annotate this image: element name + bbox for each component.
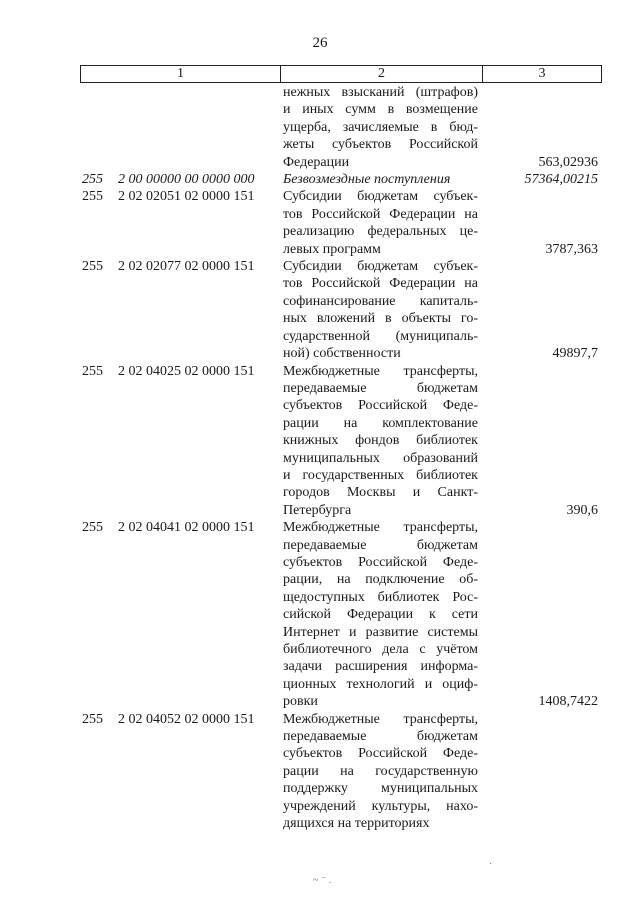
description-cell (283, 258, 478, 362)
description-line: левых программ (283, 241, 381, 257)
table-row (0, 188, 640, 258)
table-body (0, 84, 640, 832)
description-line: учреждений культуры, нахо- (283, 798, 478, 814)
description-line: передаваемые бюджетам (283, 537, 478, 553)
description-line: субъектов Российской Феде- (283, 746, 478, 762)
budget-classification-code-cell: 2 02 04052 02 0000 151 (118, 711, 255, 727)
admin-code-cell: 255 (82, 711, 103, 727)
description-line: ущерба, зачисляемые в бюд- (283, 119, 478, 135)
description-line: Петербурга (283, 502, 352, 518)
budget-classification-code-cell: 2 02 02051 02 0000 151 (118, 189, 255, 205)
description-line: тов Российской Федерации на (283, 276, 478, 292)
description-line: и иных сумм в возмещение (283, 102, 478, 118)
description-cell (283, 711, 478, 833)
scan-artifact: ~ ⁻ . (313, 875, 332, 886)
description-line: субъектов Российской Феде- (283, 554, 478, 570)
description-line: тов Российской Федерации на (283, 206, 478, 222)
description-line: передаваемые бюджетам (283, 729, 478, 745)
table-row (0, 711, 640, 833)
description-line: нежных взысканий (штрафов) (283, 85, 478, 100)
description-line: поддержку муниципальных (283, 781, 478, 797)
amount-cell: 57364,00215 (524, 172, 598, 188)
amount-cell: 563,02936 (538, 154, 598, 170)
admin-code-cell: 255 (82, 363, 103, 379)
description-line: Федерации (283, 154, 350, 170)
table-row (0, 363, 640, 520)
description-line: ционных технологий и оциф- (283, 676, 478, 692)
description-line: софинансирование капиталь- (283, 293, 478, 309)
description-cell (283, 363, 478, 520)
description-line: задачи расширения информа- (283, 659, 478, 675)
budget-classification-code-cell: 2 02 04025 02 0000 151 (118, 363, 255, 379)
table-column-header (80, 65, 602, 83)
column-header-3: 3 (538, 66, 546, 81)
column-header-2: 2 (281, 66, 483, 82)
description-line: Межбюджетные трансферты, (283, 711, 478, 727)
description-line: ной) собственности (283, 346, 401, 362)
description-line: и государственных библиотек (283, 467, 478, 483)
description-cell (283, 188, 478, 258)
description-line: Субсидии бюджетам субъек- (283, 189, 478, 205)
description-line: ных вложений в объекты го- (283, 311, 478, 327)
description-line: книжных фондов библиотек (283, 433, 478, 449)
budget-classification-code-cell: 2 02 04041 02 0000 151 (118, 520, 255, 536)
description-line: сийской Федерации к сети (283, 607, 478, 623)
amount-cell: 49897,7 (552, 346, 598, 362)
description-line: Безвозмездные поступления (283, 172, 451, 188)
admin-code-cell: 255 (82, 189, 103, 205)
description-cell (283, 519, 478, 710)
description-cell (283, 171, 478, 188)
description-line: Межбюджетные трансферты, (283, 363, 478, 379)
description-line: рации на комплектование (283, 415, 478, 431)
admin-code-cell: 255 (82, 259, 103, 275)
table-row (0, 258, 640, 362)
column-header-1: 1 (81, 66, 281, 82)
description-line: сударственной (муниципаль- (283, 328, 478, 344)
description-line: жеты субъектов Российской (283, 137, 478, 153)
admin-code-cell: 255 (82, 172, 103, 188)
page-number: 26 (312, 35, 328, 51)
budget-classification-code-cell: 2 02 02077 02 0000 151 (118, 259, 255, 275)
description-line: субъектов Российской Феде- (283, 398, 478, 414)
description-line: дящихся на территориях (283, 816, 430, 832)
description-line: муниципальных образований (283, 450, 478, 466)
description-line: передаваемые бюджетам (283, 380, 478, 396)
description-cell (283, 84, 478, 171)
description-line: щедоступных библиотек Рос- (283, 589, 478, 605)
table-row (0, 84, 640, 171)
description-line: рации, на подключение об- (283, 572, 478, 588)
amount-cell: 1408,7422 (538, 694, 598, 710)
description-line: Субсидии бюджетам субъек- (283, 259, 478, 275)
description-line: библиотечного дела с учётом (283, 642, 478, 657)
table-row (0, 519, 640, 710)
description-line: реализацию федеральных це- (283, 224, 478, 240)
amount-cell: 390,6 (566, 502, 598, 518)
description-line: городов Москвы и Санкт- (283, 485, 478, 501)
table-row (0, 171, 640, 188)
admin-code-cell: 255 (82, 520, 103, 536)
description-line: Интернет и развитие системы (283, 624, 478, 640)
description-line: ровки (283, 694, 318, 710)
scan-artifact: · (489, 859, 493, 870)
description-line: рации на государственную (283, 763, 478, 779)
budget-classification-code-cell: 2 00 00000 00 0000 000 (118, 172, 255, 188)
amount-cell: 3787,363 (545, 241, 598, 257)
description-line: Межбюджетные трансферты, (283, 520, 478, 536)
